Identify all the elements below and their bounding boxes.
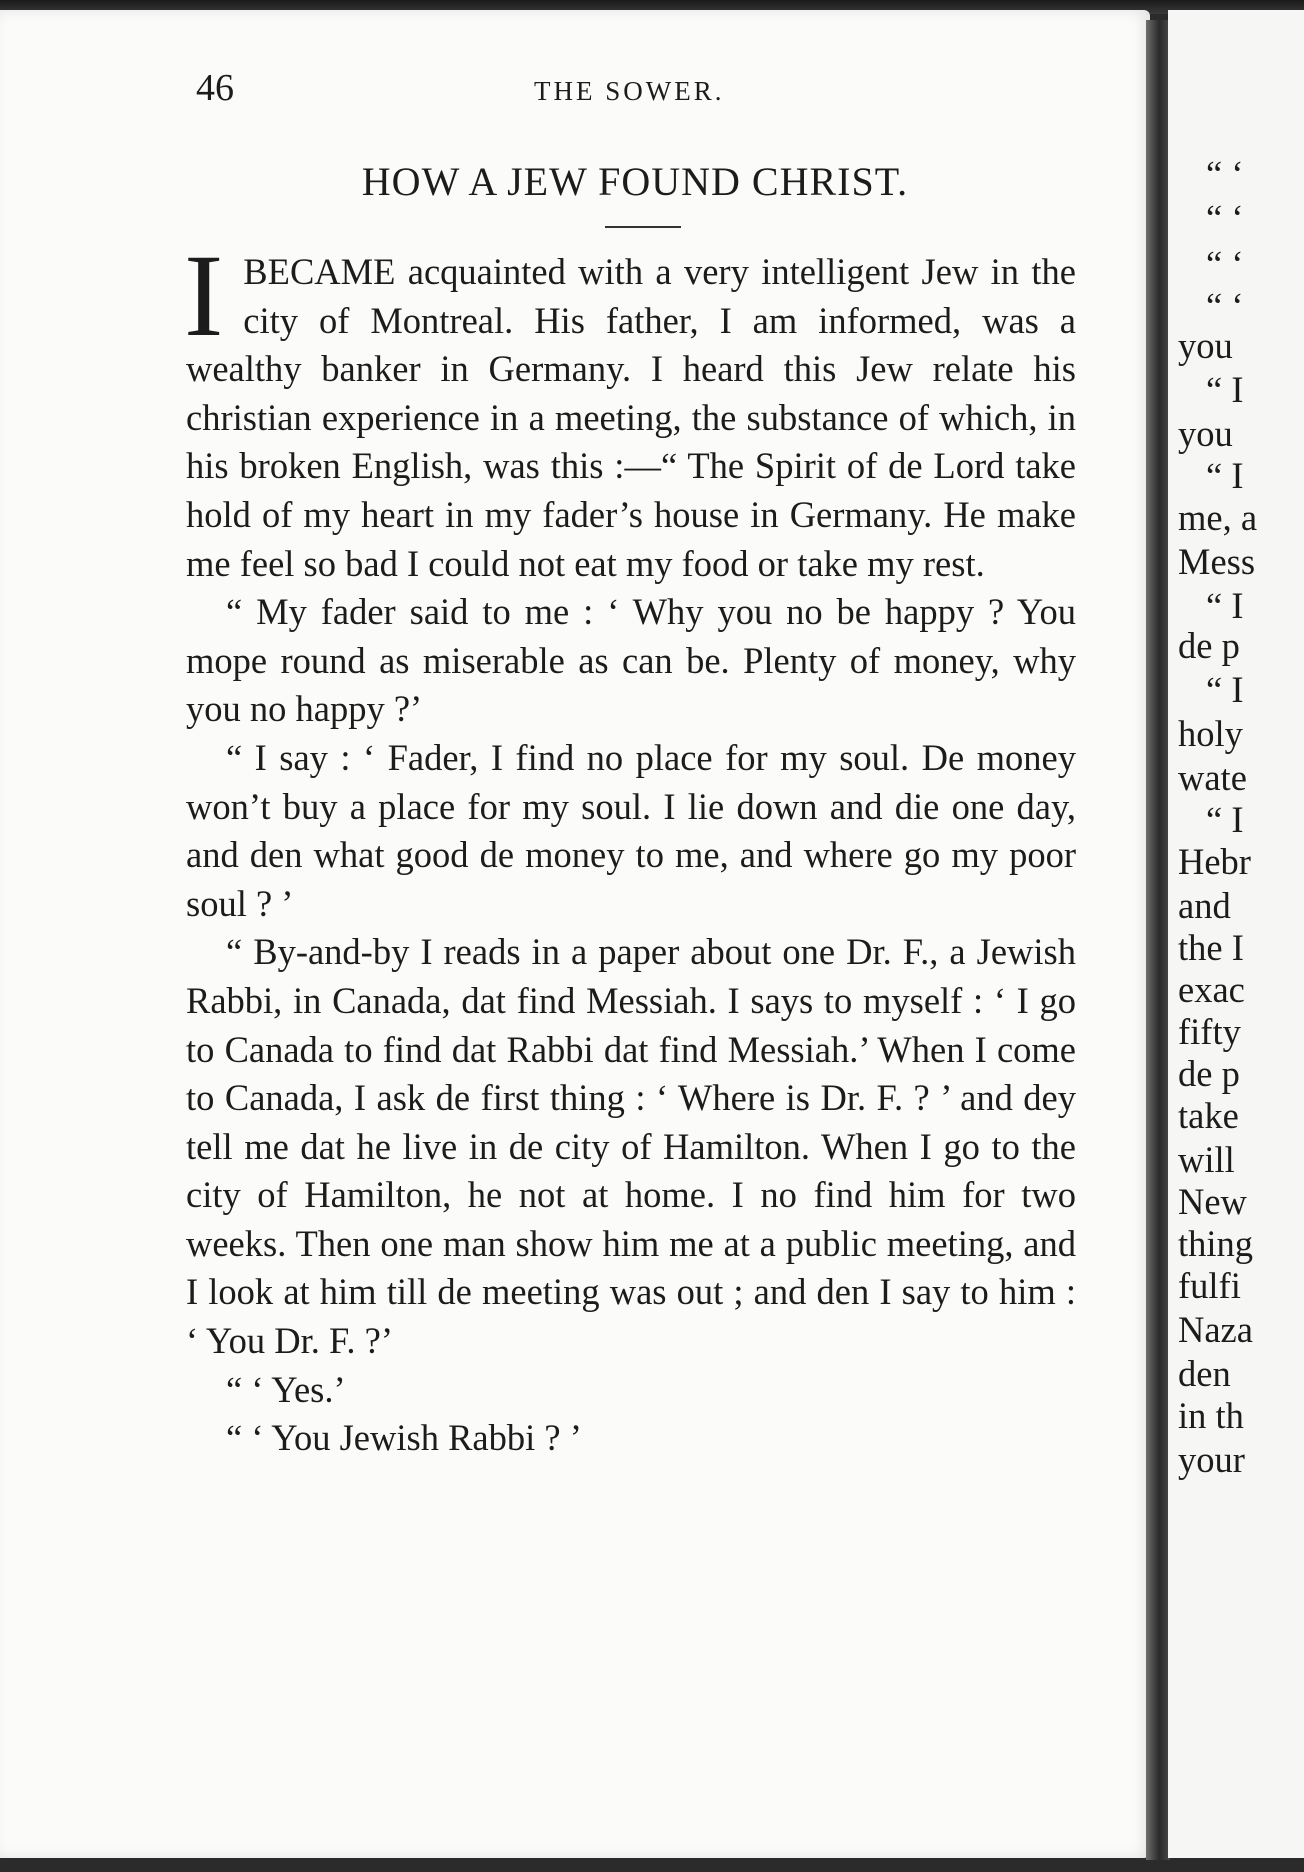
facing-page-line: will (1178, 1139, 1235, 1180)
facing-page-line: you (1178, 325, 1233, 366)
page-number: 46 (196, 67, 234, 109)
facing-page-line: “ I (1206, 799, 1244, 840)
facing-page-line: “ ‘ (1206, 153, 1244, 194)
facing-page-line: me, a (1178, 497, 1258, 538)
facing-page-line: you (1178, 413, 1233, 454)
paragraph: “ By-and-by I reads in a paper about one Dr. F., a Jewish Rabbi, in Canada, dat find Messiah. I says to myself : ‘ I go to Canada to find dat Rabbi dat find Messiah.’ When I come to Canada, I ask de first thing : ‘ Where is Dr. F. ? ’ and dey tell me dat he live in de city of Hamilton. When I go to the city of Hamilton, he not at home. I no find him for two weeks. Then one man show him me at a public meeting, and I look at him till de meeting was out ; and den I say to him : ‘ You Dr. F. ?’ (186, 931, 1076, 1362)
facing-page-line: Naza (1178, 1309, 1253, 1350)
facing-page-line: “ I (1206, 669, 1244, 710)
facing-page-line: exac (1178, 969, 1245, 1010)
facing-page-line: wate (1178, 757, 1247, 798)
journal-title: THE SOWER. (534, 76, 725, 106)
facing-page-line: holy (1178, 713, 1243, 754)
drop-cap: I (184, 230, 224, 361)
facing-page-line: de p (1178, 625, 1240, 666)
facing-page-line: “ I (1206, 369, 1244, 410)
facing-page-line: “ I (1206, 585, 1244, 626)
facing-page-line: and (1178, 885, 1231, 926)
facing-page-line: fulfi (1178, 1265, 1241, 1306)
book-gutter (1146, 20, 1170, 1860)
facing-page-line: “ I (1206, 455, 1244, 496)
facing-page-line: New (1178, 1181, 1247, 1222)
paragraph: “ My fader said to me : ‘ Why you no be happy ? You mope round as miserable as can be. Plenty of money, why you no happy ?’ (186, 591, 1076, 730)
facing-page-line: “ ‘ (1206, 243, 1244, 284)
facing-page-line: thing (1178, 1223, 1254, 1264)
facing-page-line: “ ‘ (1206, 197, 1244, 238)
facing-page (1168, 10, 1304, 1858)
facing-page-line: the I (1178, 927, 1244, 968)
dialogue-line: “ ‘ Yes.’ (226, 1368, 346, 1410)
paragraph (184, 230, 1076, 588)
article-title: HOW A JEW FOUND CHRIST. (361, 159, 909, 204)
running-head (196, 66, 1056, 126)
dialogue-line: “ ‘ You Jewish Rabbi ? ’ (226, 1417, 582, 1459)
paragraph-text: BECAME acquainted with a very intelligent Jew in the city of Montreal. His father, I am informed, was a wealthy banker in Germany. I heard this Jew relate his christian experience in a meeting, the substance of which, in his broken English, was this :—“ The Spirit of de Lord take hold of my heart in my fader’s house in Germany. He make me feel so bad I could not eat my food or take my rest. (186, 251, 1076, 584)
title-rule (605, 226, 681, 228)
facing-page-line: den (1178, 1353, 1231, 1394)
facing-page-line: in th (1178, 1395, 1244, 1436)
facing-page-line: “ ‘ (1206, 285, 1244, 326)
facing-page-line: fifty (1178, 1011, 1241, 1052)
facing-page-line: de p (1178, 1053, 1240, 1094)
article-body (184, 230, 1076, 1463)
facing-page-line: Hebr (1178, 841, 1251, 882)
facing-page-line: your (1178, 1439, 1245, 1480)
facing-page-line: take (1178, 1095, 1239, 1136)
facing-page-line: Mess (1178, 541, 1256, 582)
paragraph: “ I say : ‘ Fader, I find no place for my soul. De money won’t buy a place for my soul. I lie down and die one day, and den what good de money to me, and where go my poor soul ? ’ (186, 736, 1076, 924)
